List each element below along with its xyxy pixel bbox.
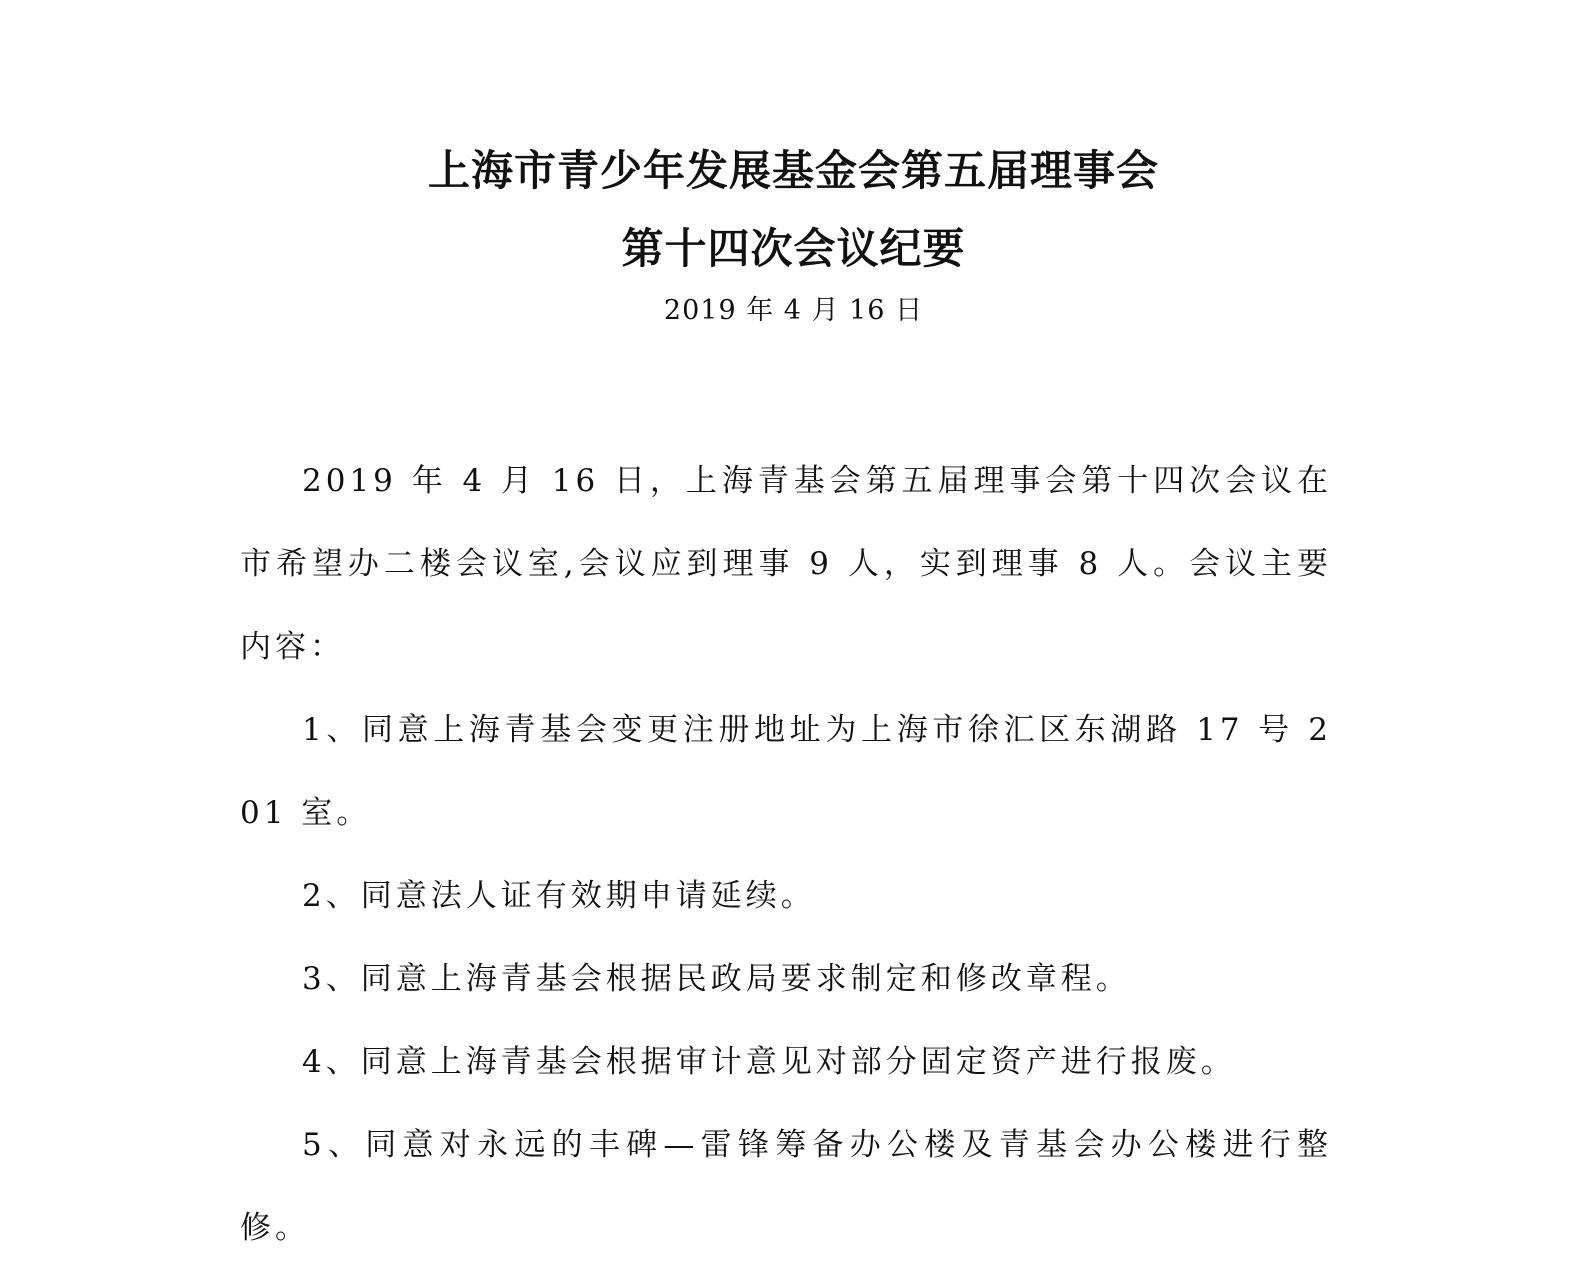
- list-item-3: 3、同意上海青基会根据民政局要求制定和修改章程。: [302, 961, 1131, 997]
- document-date: 2019 年 4 月 16 日: [663, 295, 924, 326]
- document-body: [240, 440, 1332, 1270]
- list-item-1: 1、同意上海青基会变更注册地址为上海市徐汇区东湖路 17 号 201 室。: [240, 712, 1332, 831]
- document-title-line-1: 上海市青少年发展基金会第五届理事会: [427, 146, 1159, 195]
- document-title-line-2: 第十四次会议纪要: [621, 224, 966, 273]
- document-header: [0, 146, 1587, 326]
- list-item-2: 2、同意法人证有效期申请延续。: [302, 878, 816, 914]
- list-item-5: 5、同意对永远的丰碑—雷锋筹备办公楼及青基会办公楼进行整修。: [240, 1127, 1332, 1246]
- list-item-4: 4、同意上海青基会根据审计意见对部分固定资产进行报废。: [302, 1044, 1236, 1080]
- intro-paragraph: 2019 年 4 月 16 日，上海青基会第五届理事会第十四次会议在市希望办二楼会议室,会议应到理事 9 人，实到理事 8 人。会议主要内容：: [240, 463, 1332, 665]
